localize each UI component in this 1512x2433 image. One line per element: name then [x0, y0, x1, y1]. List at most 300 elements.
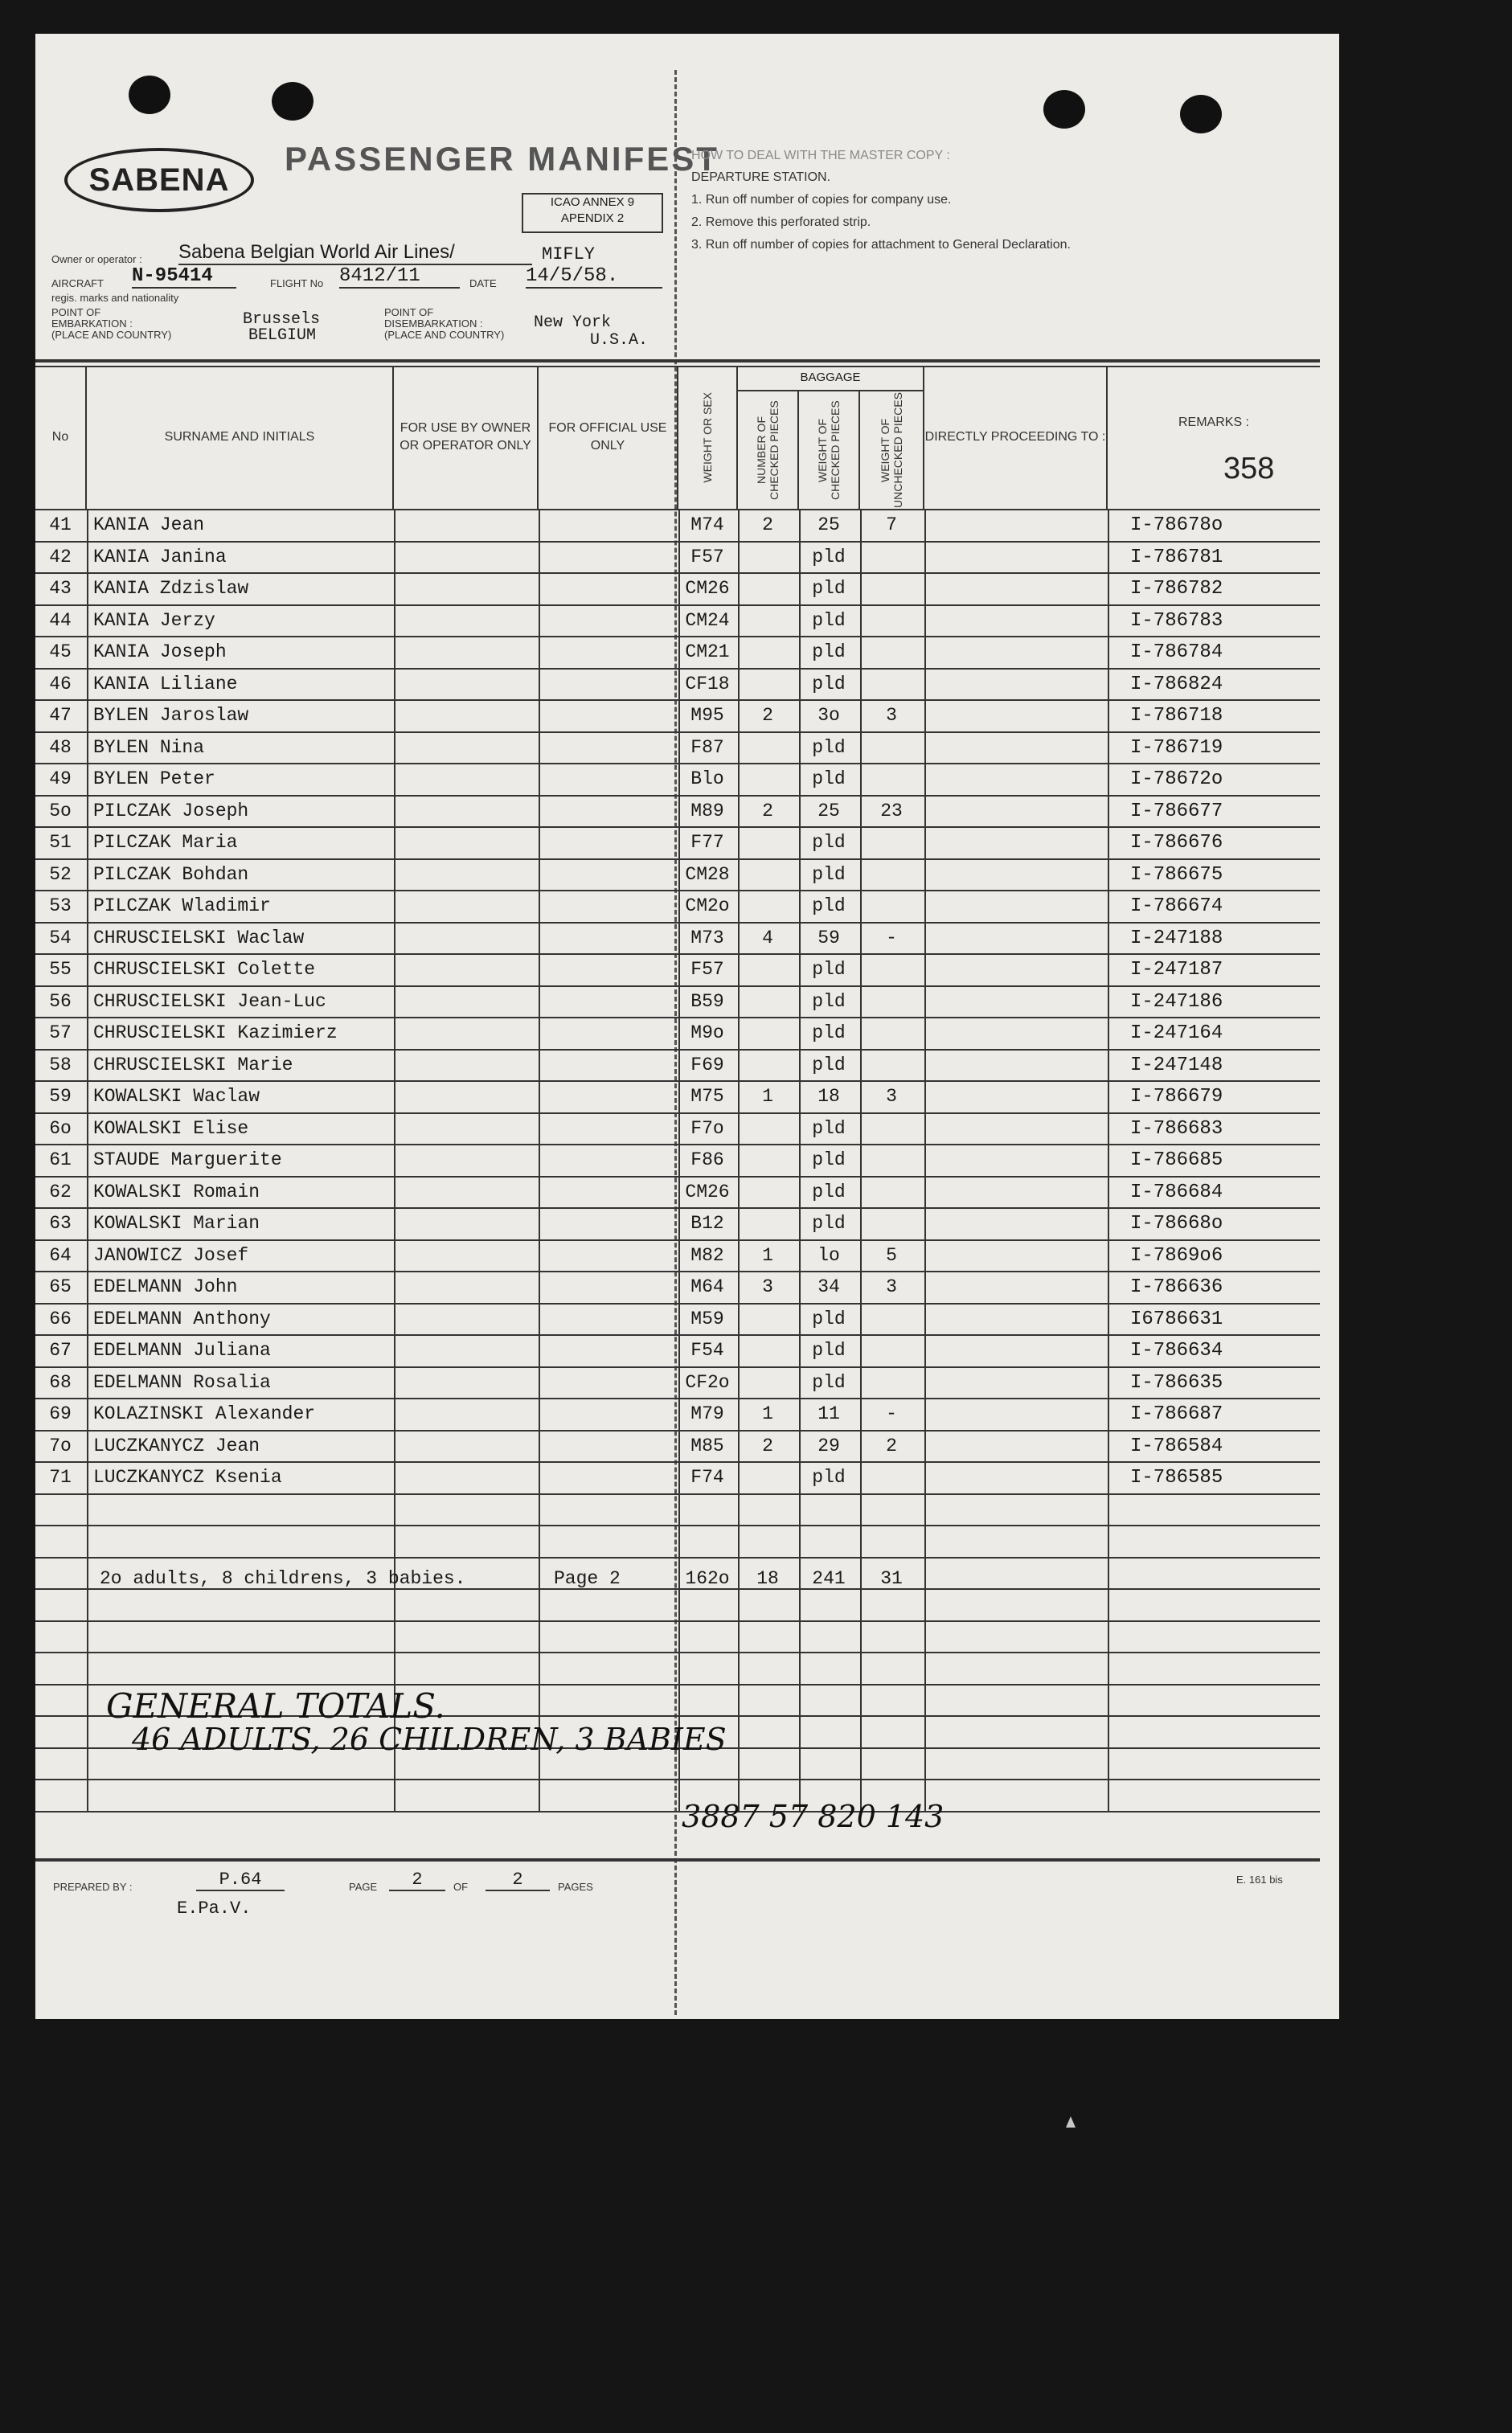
cell-ws: CM24 [685, 609, 730, 631]
cell-no: 47 [49, 705, 72, 726]
cell-wu [860, 859, 923, 891]
cell-rem: I-786679 [1130, 1086, 1223, 1108]
cell-pcs [738, 669, 797, 700]
prepared-value: P.64 [196, 1870, 285, 1891]
cell-wc: pld [812, 1181, 846, 1202]
cell-name: EDELMANN Juliana [93, 1340, 271, 1361]
cell-no: 57 [49, 1022, 72, 1043]
cell-wc: pld [812, 1340, 846, 1361]
cell-wc: pld [812, 863, 846, 885]
sabena-logo: SABENA [64, 148, 254, 212]
scan-speck [1066, 2116, 1076, 2128]
cell-wu [860, 827, 923, 858]
column-divider [87, 509, 88, 1811]
cell-ws: B12 [690, 1213, 724, 1234]
column-divider [539, 509, 540, 1811]
date-label: DATE [469, 277, 497, 289]
cell-name: BYLEN Nina [93, 736, 205, 758]
cell-name: BYLEN Jaroslaw [93, 705, 249, 726]
cell-ws: F57 [690, 546, 724, 567]
cell-wc: pld [812, 609, 846, 631]
cell-ws: Blo [690, 768, 724, 789]
cell-name: PILCZAK Joseph [93, 800, 249, 821]
cell-ws: M73 [690, 927, 724, 948]
aircraft-sub: regis. marks and nationality [51, 292, 179, 304]
cell-wc: pld [812, 1308, 846, 1329]
cell-wc: pld [812, 832, 846, 853]
cell-wc: pld [812, 1467, 846, 1488]
handwritten-counts: 46 ADULTS, 26 CHILDREN, 3 BABIES [132, 1722, 727, 1757]
disembark-label-3: (PLACE AND COUNTRY) [384, 329, 505, 341]
cell-ws: M89 [690, 800, 724, 821]
cell-name: KOLAZINSKI Alexander [93, 1403, 316, 1424]
cell-ws: F86 [690, 1149, 724, 1170]
aircraft-label: AIRCRAFT [51, 277, 104, 289]
cell-pcs [738, 1113, 797, 1145]
cell-rem: I-247188 [1130, 927, 1223, 949]
disembark-label-2: DISEMBARKATION : [384, 317, 483, 330]
cell-wu [860, 542, 923, 573]
cell-ws: F87 [690, 736, 724, 758]
cell-wc: pld [812, 1117, 846, 1139]
cell-pcs [738, 542, 797, 573]
cell-name: KANIA Jean [93, 514, 205, 535]
cell-name: KANIA Joseph [93, 641, 227, 662]
row-divider [35, 1525, 1320, 1526]
cell-wc: 18 [817, 1086, 840, 1107]
cell-wc: 25 [817, 800, 840, 821]
cell-rem: I-786685 [1130, 1149, 1223, 1171]
owner-value: Sabena Belgian World Air Lines/ [178, 241, 532, 265]
cell-no: 53 [49, 895, 72, 916]
cell-wc: pld [812, 1054, 846, 1075]
cell-rem: I-786781 [1130, 546, 1223, 568]
cell-wu: 23 [880, 800, 903, 821]
punch-hole [1180, 95, 1222, 133]
icao-line-1: ICAO ANNEX 9 [550, 195, 635, 209]
cell-ws: CM26 [685, 1181, 730, 1202]
cell-name: PILCZAK Maria [93, 832, 238, 853]
cell-no: 66 [49, 1308, 72, 1329]
cell-name: LUCZKANYCZ Ksenia [93, 1467, 282, 1488]
table-top-border [35, 359, 1320, 362]
handwritten-total-figures: 3887 57 820 143 [682, 1799, 944, 1834]
cell-wc: pld [812, 641, 846, 662]
cell-rem: I-786674 [1130, 895, 1223, 917]
cell-wu [860, 1208, 923, 1239]
header-baggage: BAGGAGE [738, 366, 924, 391]
embark-value: Brussels [243, 310, 321, 329]
cell-no: 58 [49, 1054, 72, 1075]
cell-rem: I-78678o [1130, 514, 1223, 536]
cell-wu [860, 1335, 923, 1366]
cell-no: 46 [49, 673, 72, 694]
handwritten-general-totals: GENERAL TOTALS. [106, 1686, 445, 1726]
cell-name: CHRUSCIELSKI Waclaw [93, 927, 305, 948]
cell-rem: I-78668o [1130, 1213, 1223, 1235]
cell-pcs: 3 [762, 1276, 773, 1297]
header-weight-checked [799, 391, 860, 509]
cell-no: 59 [49, 1086, 72, 1107]
cell-rem: I-247187 [1130, 959, 1223, 981]
punch-hole [272, 82, 313, 121]
header-official: FOR OFFICIAL USE ONLY [539, 366, 678, 509]
row-divider [35, 1620, 1320, 1622]
cell-wu [860, 986, 923, 1018]
cell-no: 64 [49, 1244, 72, 1266]
header-proceeding: DIRECTLY PROCEEDING TO : [924, 366, 1108, 509]
header-no: No [35, 366, 87, 509]
cell-wu: 3 [886, 1276, 897, 1297]
cell-wc: 59 [817, 927, 840, 948]
header-surname: SURNAME AND INITIALS [87, 366, 394, 509]
cell-pcs [738, 605, 797, 637]
cell-rem: I-247148 [1130, 1054, 1223, 1076]
cell-no: 69 [49, 1403, 72, 1424]
instructions-step-2: 2. Remove this perforated strip. [691, 215, 871, 229]
cell-wu: 3 [886, 1086, 897, 1107]
cell-wu [860, 954, 923, 985]
flight-value: 8412/11 [339, 265, 460, 289]
cell-ws: CM28 [685, 863, 730, 885]
cell-ws: F7o [690, 1117, 724, 1139]
cell-rem: I-786585 [1130, 1467, 1223, 1489]
cell-wu: 2 [886, 1435, 897, 1456]
cell-wu [860, 1113, 923, 1145]
cell-pcs [738, 637, 797, 668]
cell-pcs: 1 [762, 1086, 773, 1107]
page-stamp: 358 [1223, 452, 1275, 485]
cell-no: 63 [49, 1213, 72, 1234]
cell-wu [860, 1367, 923, 1399]
column-divider [394, 509, 395, 1811]
cell-rem: I-786783 [1130, 609, 1223, 632]
cell-rem: I-247164 [1130, 1022, 1223, 1044]
cell-ws: M74 [690, 514, 724, 535]
cell-pcs: 2 [762, 1435, 773, 1456]
cell-wu [860, 637, 923, 668]
cell-pcs [738, 1335, 797, 1366]
cell-wc: pld [812, 673, 846, 694]
cell-name: EDELMANN Anthony [93, 1308, 271, 1329]
cell-wc: 34 [817, 1276, 840, 1297]
cell-name: BYLEN Peter [93, 768, 215, 789]
cell-pcs [738, 986, 797, 1018]
cell-name: JANOWICZ Josef [93, 1244, 249, 1266]
cell-no: 51 [49, 832, 72, 853]
cell-no: 52 [49, 863, 72, 885]
cell-ws: CM2o [685, 895, 730, 916]
prepared-label: PREPARED BY : [53, 1881, 133, 1893]
row-divider [35, 1652, 1320, 1653]
header-weight-unchecked [860, 391, 924, 509]
punch-hole [129, 76, 170, 114]
cell-pcs [738, 859, 797, 891]
cell-rem: I-786634 [1130, 1340, 1223, 1362]
owner-extra: MIFLY [542, 244, 596, 264]
cell-wu: - [886, 927, 897, 948]
cell-rem: I-786676 [1130, 832, 1223, 854]
cell-no: 43 [49, 578, 72, 599]
cell-pcs [738, 1145, 797, 1176]
totals-weight-checked: 241 [812, 1568, 846, 1589]
manifest-sheet [35, 34, 1339, 2019]
cell-pcs [738, 954, 797, 985]
row-divider [35, 1811, 1320, 1812]
embark-label-2: EMBARKATION : [51, 317, 133, 330]
cell-pcs [738, 1050, 797, 1081]
cell-name: LUCZKANYCZ Jean [93, 1435, 260, 1456]
cell-pcs [738, 1304, 797, 1335]
cell-rem: I-786684 [1130, 1181, 1223, 1203]
cell-rem: I-786677 [1130, 800, 1223, 822]
cell-name: KANIA Janina [93, 546, 227, 567]
cell-rem: I-247186 [1130, 990, 1223, 1013]
prepared-sub: E.Pa.V. [177, 1898, 252, 1919]
cell-wu [860, 1177, 923, 1208]
cell-name: EDELMANN Rosalia [93, 1371, 271, 1393]
cell-name: CHRUSCIELSKI Jean-Luc [93, 990, 326, 1012]
totals-weight: 162o [685, 1568, 730, 1589]
instructions-heading: HOW TO DEAL WITH THE MASTER COPY : [691, 149, 950, 162]
cell-no: 61 [49, 1149, 72, 1170]
cell-ws: CM26 [685, 578, 730, 599]
cell-ws: M59 [690, 1308, 724, 1329]
cell-ws: M82 [690, 1244, 724, 1266]
cell-pcs [738, 1177, 797, 1208]
owner-label: Owner or operator : [51, 253, 142, 265]
cell-ws: F74 [690, 1467, 724, 1488]
cell-no: 71 [49, 1467, 72, 1488]
header-remarks: REMARKS : [1178, 416, 1249, 429]
of-label: OF [453, 1881, 469, 1893]
cell-pcs [738, 1208, 797, 1239]
cell-wu: 5 [886, 1244, 897, 1266]
cell-wc: 25 [817, 514, 840, 535]
cell-ws: CM21 [685, 641, 730, 662]
cell-name: KOWALSKI Marian [93, 1213, 260, 1234]
cell-ws: F54 [690, 1340, 724, 1361]
cell-rem: I-78672o [1130, 768, 1223, 790]
aircraft-value: N-95414 [132, 265, 236, 289]
weight-checked-label: WEIGHT OF CHECKED PIECES [816, 400, 842, 500]
cell-ws: CF18 [685, 673, 730, 694]
cell-ws: M95 [690, 705, 724, 726]
cell-wc: pld [812, 1371, 846, 1393]
cell-pcs [738, 1367, 797, 1399]
cell-wc: 3o [817, 705, 840, 726]
cell-wc: pld [812, 1022, 846, 1043]
cell-no: 67 [49, 1340, 72, 1361]
cell-rem: I-786719 [1130, 736, 1223, 759]
instructions-step-1: 1. Run off number of copies for company use. [691, 193, 952, 207]
row-divider [35, 1684, 1320, 1685]
cell-wu [860, 891, 923, 922]
cell-name: KANIA Zdzislaw [93, 578, 249, 599]
cell-rem: I-786687 [1130, 1403, 1223, 1425]
cell-no: 62 [49, 1181, 72, 1202]
cell-wc: 29 [817, 1435, 840, 1456]
cell-wu [860, 573, 923, 604]
cell-pcs: 4 [762, 927, 773, 948]
cell-pcs: 2 [762, 800, 773, 821]
page-value: 2 [389, 1870, 445, 1891]
cell-wu [860, 1050, 923, 1081]
totals-summary: 2o adults, 8 childrens, 3 babies. [100, 1568, 466, 1589]
cell-ws: F69 [690, 1054, 724, 1075]
header-weight-sex [678, 366, 738, 509]
cell-name: CHRUSCIELSKI Colette [93, 959, 316, 980]
cell-name: CHRUSCIELSKI Marie [93, 1054, 293, 1075]
cell-no: 68 [49, 1371, 72, 1393]
cell-rem: I-786782 [1130, 578, 1223, 600]
cell-wu [860, 605, 923, 637]
of-value: 2 [486, 1870, 550, 1891]
cell-name: CHRUSCIELSKI Kazimierz [93, 1022, 338, 1043]
row-divider [35, 1557, 1320, 1559]
punch-hole [1043, 90, 1085, 129]
header-num-checked [738, 391, 799, 509]
column-divider [1108, 509, 1109, 1811]
cell-ws: F77 [690, 832, 724, 853]
cell-wu [860, 1462, 923, 1493]
cell-wc: lo [817, 1244, 840, 1266]
cell-name: KOWALSKI Elise [93, 1117, 249, 1139]
cell-pcs [738, 827, 797, 858]
cell-wc: pld [812, 1213, 846, 1234]
cell-pcs: 1 [762, 1244, 773, 1266]
cell-wu: 3 [886, 705, 897, 726]
cell-name: KANIA Liliane [93, 673, 238, 694]
totals-pieces: 18 [756, 1568, 779, 1589]
cell-wc: pld [812, 546, 846, 567]
cell-wc: pld [812, 895, 846, 916]
cell-wu: 7 [886, 514, 897, 535]
weight-sex-label: WEIGHT OR SEX [701, 391, 714, 483]
cell-wc: pld [812, 990, 846, 1012]
form-title: PASSENGER MANIFEST [285, 140, 719, 178]
header-owner-use: FOR USE BY OWNER OR OPERATOR ONLY [394, 366, 539, 509]
cell-name: STAUDE Marguerite [93, 1149, 282, 1170]
cell-rem: I6786631 [1130, 1308, 1223, 1330]
cell-name: KANIA Jerzy [93, 609, 215, 631]
cell-wc: pld [812, 1149, 846, 1170]
cell-pcs [738, 573, 797, 604]
cell-no: 48 [49, 736, 72, 758]
cell-wc: 11 [817, 1403, 840, 1424]
instructions-station: DEPARTURE STATION. [691, 170, 831, 184]
num-checked-label: NUMBER OF CHECKED PIECES [755, 400, 781, 500]
cell-ws: M64 [690, 1276, 724, 1297]
cell-ws: M9o [690, 1022, 724, 1043]
cell-name: KOWALSKI Romain [93, 1181, 260, 1202]
row-divider [35, 1779, 1320, 1780]
totals-weight-unchecked: 31 [880, 1568, 903, 1589]
cell-rem: I-786683 [1130, 1117, 1223, 1140]
column-divider [924, 509, 926, 1811]
cell-wu: - [886, 1403, 897, 1424]
cell-rem: I-786675 [1130, 863, 1223, 886]
totals-page: Page 2 [554, 1568, 621, 1589]
cell-rem: I-7869o6 [1130, 1244, 1223, 1267]
icao-box [522, 193, 663, 233]
cell-wu [860, 764, 923, 795]
cell-pcs [738, 1462, 797, 1493]
cell-ws: M75 [690, 1086, 724, 1107]
cell-no: 49 [49, 768, 72, 789]
cell-pcs [738, 732, 797, 764]
cell-no: 44 [49, 609, 72, 631]
table-bottom-border [35, 1858, 1320, 1862]
embark-label-1: POINT OF [51, 306, 101, 318]
cell-name: KOWALSKI Waclaw [93, 1086, 260, 1107]
page-label: PAGE [349, 1881, 378, 1893]
instructions-step-3: 3. Run off number of copies for attachment to General Declaration. [691, 238, 1071, 252]
disembark-value: New York [534, 313, 612, 332]
cell-rem: I-786718 [1130, 705, 1223, 727]
cell-rem: I-786784 [1130, 641, 1223, 663]
cell-wc: pld [812, 736, 846, 758]
pages-label: PAGES [558, 1881, 593, 1893]
cell-no: 56 [49, 990, 72, 1012]
cell-pcs [738, 1018, 797, 1049]
cell-ws: M85 [690, 1435, 724, 1456]
cell-no: 54 [49, 927, 72, 948]
cell-pcs [738, 764, 797, 795]
disembark-label-1: POINT OF [384, 306, 434, 318]
cell-no: 7o [49, 1435, 72, 1456]
cell-no: 42 [49, 546, 72, 567]
cell-wu [860, 669, 923, 700]
cell-no: 45 [49, 641, 72, 662]
cell-ws: CF2o [685, 1371, 730, 1393]
flight-label: FLIGHT No [270, 277, 324, 289]
cell-name: PILCZAK Bohdan [93, 863, 249, 885]
cell-name: EDELMANN John [93, 1276, 238, 1297]
cell-rem: I-786636 [1130, 1276, 1223, 1298]
form-code: E. 161 bis [1236, 1874, 1283, 1886]
embark-label-3: (PLACE AND COUNTRY) [51, 329, 172, 341]
cell-wu [860, 1145, 923, 1176]
disembark-country: U.S.A. [590, 331, 649, 350]
cell-rem: I-786824 [1130, 673, 1223, 695]
cell-no: 5o [49, 800, 72, 821]
embark-country: BELGIUM [248, 326, 317, 345]
cell-no: 65 [49, 1276, 72, 1297]
cell-no: 6o [49, 1117, 72, 1139]
cell-wu [860, 1304, 923, 1335]
cell-ws: M79 [690, 1403, 724, 1424]
cell-rem: I-786635 [1130, 1371, 1223, 1394]
date-value: 14/5/58. [526, 265, 662, 289]
icao-line-2: APENDIX 2 [560, 211, 625, 225]
cell-pcs: 2 [762, 514, 773, 535]
cell-pcs [738, 891, 797, 922]
cell-ws: F57 [690, 959, 724, 980]
weight-unchecked-label: WEIGHT OF UNCHECKED PIECES [879, 392, 904, 508]
cell-wu [860, 1018, 923, 1049]
cell-wc: pld [812, 959, 846, 980]
cell-no: 55 [49, 959, 72, 980]
cell-wc: pld [812, 578, 846, 599]
cell-wc: pld [812, 768, 846, 789]
cell-pcs: 2 [762, 705, 773, 726]
cell-name: PILCZAK Wladimir [93, 895, 271, 916]
cell-pcs: 1 [762, 1403, 773, 1424]
cell-no: 41 [49, 514, 72, 535]
cell-rem: I-786584 [1130, 1435, 1223, 1457]
cell-ws: B59 [690, 990, 724, 1012]
